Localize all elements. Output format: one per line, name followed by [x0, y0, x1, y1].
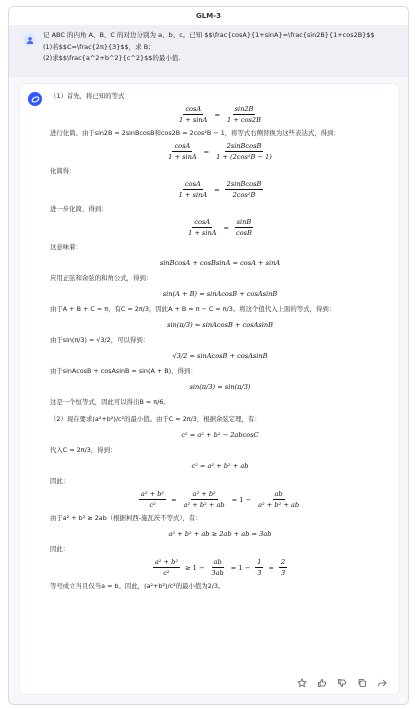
question-line: (2)求$$\frac{a^2+b^2}{c^2}$$的最小值.	[43, 54, 181, 62]
share-icon[interactable]	[376, 677, 387, 688]
eq-num: cosA	[174, 142, 191, 150]
question-text	[43, 30, 393, 65]
answer-text: 因此：	[50, 545, 70, 553]
eq-den: 3ab	[211, 569, 224, 577]
star-icon[interactable]	[296, 677, 307, 688]
eq-den: c²	[149, 501, 156, 509]
answer-text: 因此：	[50, 477, 70, 485]
eq-op: ≥ 1 −	[184, 563, 205, 572]
eq-num: cosA	[185, 105, 202, 113]
equation: sin(π/3) = sin(π/3)	[189, 383, 251, 391]
user-message	[9, 25, 408, 77]
equation: $\frac{\cos A}{1 + \sin A}$ = $\frac{\sin 2B}{1 + \cos 2B}$	[179, 105, 261, 124]
eq-den: 1 + sinA	[168, 153, 197, 161]
answer-text: 代入C = 2π/3，得到：	[50, 446, 117, 454]
equation: √3/2 = sinAcosB + cosAsinB	[172, 352, 268, 360]
eq-num: a² + b²	[192, 490, 216, 498]
eq-num: sin2B	[234, 105, 254, 113]
equation: $\frac{\text{a² + b²}}{\text{c²}}$ = $\frac{\text{a² + b²}}{\text{a² + b² + ab}}$ = 1 − $\frac{ab}{\text{a² + b² + ab}}$	[140, 490, 300, 509]
user-avatar-icon	[23, 33, 36, 46]
eq-den: 1 + cos2B	[226, 116, 261, 124]
eq-num: ab	[274, 490, 283, 498]
equation: $\frac{\text{a² + b²}}{\text{c²}}$ ≥ 1 − $\frac{ab}{3ab}$ = 1 − $\frac{1}{3}$ = $\frac{2}{3}$	[154, 558, 286, 577]
eq-num: a² + b²	[154, 558, 178, 566]
equation: c² = a² + b² − 2abcosC	[181, 431, 259, 439]
eq-num: 2	[280, 558, 286, 566]
answer-text: 由于sin(π/3) = √3/2，可以得到：	[50, 336, 150, 344]
window-title: GLM-3	[9, 7, 408, 25]
eq-den: c²	[163, 569, 170, 577]
glm-logo-icon	[28, 92, 42, 106]
equation: $\frac{\cos A}{1 + \sin A}$ = $\frac{\text{2sinBcosB}}{\text{1 + (2cos²B − 1)}}$	[168, 142, 272, 161]
answer-text: 由于sinAcosB + cosAsinB = sin(A + B)，得到：	[50, 367, 197, 375]
eq-den: 3	[257, 569, 262, 577]
eq-num: cosA	[184, 180, 201, 188]
answer-actions	[296, 677, 387, 688]
equation: $\frac{\cos A}{1 + \sin A}$ = $\frac{\sin B}{\cos B}$	[188, 218, 252, 237]
eq-den: 2cos²B	[232, 191, 256, 199]
eq-den: 3	[280, 569, 286, 577]
answer-text: 应用正弦和余弦的和角公式，得到：	[50, 274, 153, 282]
eq-num: 1	[257, 558, 262, 566]
equation: sin(A + B) = sinAcosB + cosAsinB	[162, 290, 278, 298]
eq-op: = 1 −	[230, 563, 251, 572]
answer-text: 进一步化简，得到：	[50, 205, 108, 213]
eq-den: a² + b² + ab	[258, 501, 300, 509]
eq-num: sinB	[236, 218, 252, 226]
answer-text: （1）首先，将已知的等式	[50, 92, 125, 100]
eq-den: a² + b² + ab	[183, 501, 225, 509]
answer-text: 由于A + B + C = π，有C = 2π/3，因此A + B = π − C = π/3。将这个值代入上面的等式，得到：	[50, 305, 336, 313]
answer-text: 等号成立当且仅当a = b。因此，(a²+b²)/c²的最小值为2/3。	[50, 582, 225, 590]
eq-den: cosB	[236, 229, 252, 237]
answer-text: 进行化简。由于sin2B = 2sinBcosB和cos2B = 2cos²B − 1，将等式右侧替换为这些表达式，得到：	[50, 129, 340, 137]
eq-num: a² + b²	[140, 490, 165, 498]
answer-text: 化简得：	[50, 167, 76, 175]
question-line: 记 ABC 的内角 A、B、C 的对边分别为 a、b、c。已知 $$\frac{cosA}{1+sinA}=\frac{sin2B}{1+cos2B}$$	[43, 31, 375, 39]
thumbs-down-icon[interactable]	[336, 677, 347, 688]
equation: c² = a² + b² + ab	[191, 462, 249, 470]
answer-text: （2）现在要求(a²+b²)/c²的最小值。由于C = 2π/3，根据余弦定理，有：	[50, 415, 261, 423]
answer-content	[50, 90, 390, 591]
eq-num: 2sinBcosB	[226, 180, 262, 188]
equation: $\frac{\cos A}{1 + \sin A}$ = $\frac{\text{2sinBcosB}}{\text{2cos²B}}$	[178, 180, 262, 199]
assistant-answer	[19, 83, 400, 695]
copy-icon[interactable]	[356, 677, 367, 688]
eq-den: 1 + sinA	[179, 116, 208, 124]
answer-text: 这意味着：	[50, 243, 82, 251]
equation: sinBcosA + cosBsinA = cosA + sinA	[159, 259, 281, 267]
equation: sin(π/3) = sinAcosB + cosAsinB	[167, 321, 273, 329]
thumbs-up-icon[interactable]	[316, 677, 327, 688]
eq-op: = 1 −	[231, 495, 252, 504]
question-line: (1)若$$C=\frac{2π}{3}$$，求 B;	[43, 42, 151, 51]
eq-num: 2sinBcosB	[226, 142, 262, 150]
eq-den: 1 + sinA	[178, 191, 208, 199]
app-window	[8, 6, 409, 705]
eq-den: 1 + sinA	[188, 229, 217, 237]
answer-text: 由于a² + b² ≥ 2ab（根据柯西-施瓦茨不等式），有：	[50, 514, 202, 522]
eq-num: ab	[213, 558, 222, 566]
answer-text: 这是一个恒等式，因此可以得出B = π/6。	[50, 398, 170, 406]
equation: a² + b² + ab ≥ 2ab + ab = 3ab	[168, 530, 272, 538]
eq-num: cosA	[194, 218, 211, 226]
eq-den: 1 + (2cos²B − 1)	[216, 153, 272, 161]
